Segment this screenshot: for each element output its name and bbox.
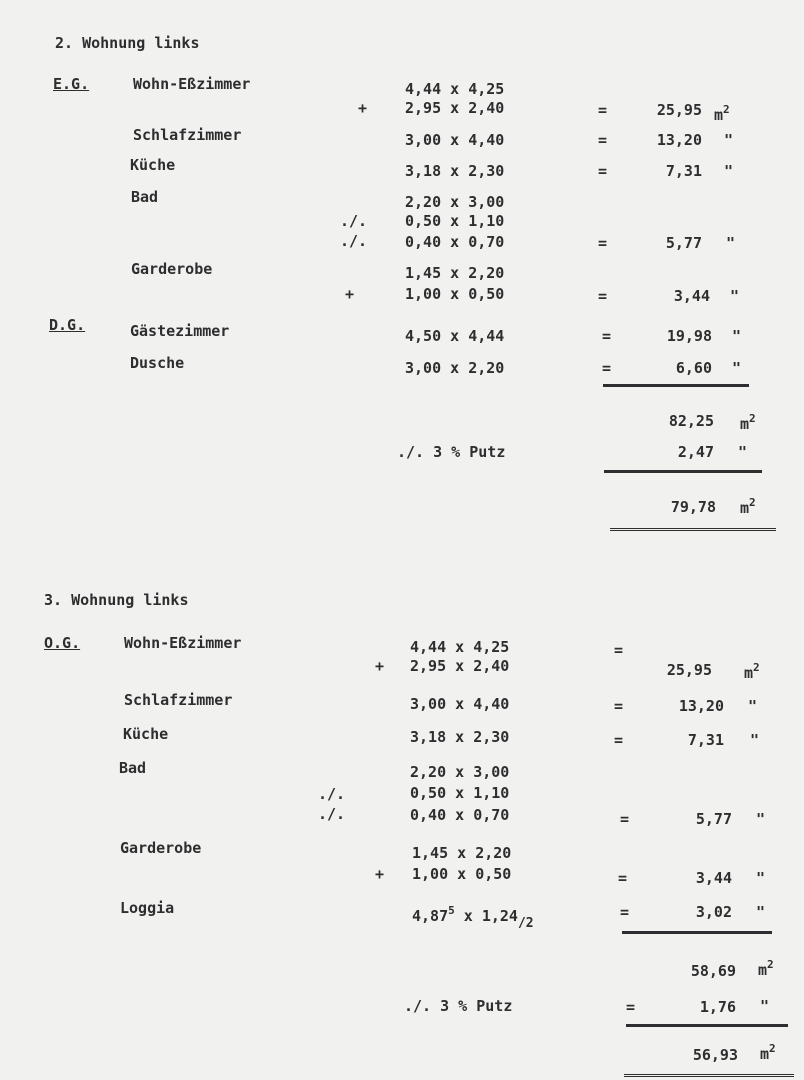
equals-sign: = bbox=[598, 101, 608, 119]
measurement: 4,50 x 4,44 bbox=[405, 327, 505, 345]
plaster-deduction: 1,76 bbox=[699, 998, 736, 1016]
ditto-mark: " bbox=[756, 810, 766, 828]
ditto-mark: " bbox=[750, 731, 760, 749]
measurement: 0,40 x 0,70 bbox=[405, 233, 505, 251]
measurement: 3,18 x 2,30 bbox=[405, 162, 505, 180]
operator: ./. bbox=[318, 785, 346, 803]
operator: ./. bbox=[318, 805, 346, 823]
measurement: 4,44 x 4,25 bbox=[410, 638, 510, 656]
plaster-deduction: 2,47 bbox=[677, 443, 714, 461]
measurement: 3,00 x 2,20 bbox=[405, 359, 505, 377]
equals-sign: = bbox=[618, 869, 628, 887]
measurement: 3,18 x 2,30 bbox=[410, 728, 510, 746]
measurement: 1,45 x 2,20 bbox=[405, 264, 505, 282]
measurement: 4,87$^5$ x $1,24_{/2}$ bbox=[412, 904, 534, 931]
measurement: 3,00 x 4,40 bbox=[405, 131, 505, 149]
measurement: 1,00 x 0,50 bbox=[412, 865, 512, 883]
room-label: Schlafzimmer bbox=[124, 691, 233, 709]
area-result: 3,44 bbox=[673, 287, 710, 305]
equals-sign: = bbox=[598, 287, 608, 305]
subtotal: 58,69 bbox=[690, 962, 736, 980]
equals-sign: = bbox=[598, 131, 608, 149]
ditto-mark: " bbox=[732, 327, 742, 345]
room-label: Loggia bbox=[120, 899, 175, 917]
subtotal: 82,25 bbox=[668, 412, 714, 430]
ditto-mark: " bbox=[724, 131, 734, 149]
equals-sign: = bbox=[602, 359, 612, 377]
area-result: 19,98 bbox=[666, 327, 712, 345]
ditto-mark: " bbox=[724, 162, 734, 180]
sum-rule bbox=[603, 384, 749, 387]
equals-sign: = bbox=[614, 731, 624, 749]
room-label: Wohn-Eßzimmer bbox=[133, 75, 251, 93]
area-result: 5,77 bbox=[665, 234, 702, 252]
area-result: 25,95 bbox=[656, 101, 702, 119]
ditto-mark: " bbox=[748, 697, 758, 715]
measurement: 1,45 x 2,20 bbox=[412, 844, 512, 862]
measurement: 3,00 x 4,40 bbox=[410, 695, 510, 713]
plaster-deduction-label: ./. 3 % Putz bbox=[404, 997, 513, 1015]
operator: + bbox=[375, 865, 385, 883]
equals-sign: = bbox=[598, 162, 608, 180]
measurement: 4,44 x 4,25 bbox=[405, 80, 505, 98]
floor-label: D.G. bbox=[49, 316, 86, 334]
plaster-deduction-label: ./. 3 % Putz bbox=[397, 443, 506, 461]
equals-sign: = bbox=[614, 641, 624, 659]
area-result: 3,44 bbox=[695, 869, 732, 887]
room-label: Küche bbox=[123, 725, 169, 743]
ditto-mark: " bbox=[756, 903, 766, 921]
measurement: 0,50 x 1,10 bbox=[410, 784, 510, 802]
floor-label: E.G. bbox=[53, 75, 90, 93]
floor-label: O.G. bbox=[44, 634, 81, 652]
unit: $m^2$ bbox=[744, 661, 760, 682]
ditto-mark: " bbox=[756, 869, 766, 887]
area-result: 25,95 bbox=[666, 661, 712, 679]
ditto-mark: " bbox=[732, 359, 742, 377]
measurement: 2,95 x 2,40 bbox=[405, 99, 505, 117]
operator: + bbox=[375, 657, 385, 675]
measurement: 2,95 x 2,40 bbox=[410, 657, 510, 675]
area-result: 13,20 bbox=[678, 697, 724, 715]
total-double-rule bbox=[610, 528, 776, 531]
total-area: 56,93 bbox=[692, 1046, 738, 1064]
equals-sign: = bbox=[598, 234, 608, 252]
equals-sign: = bbox=[620, 810, 630, 828]
total-double-rule bbox=[624, 1074, 794, 1077]
room-label: Bad bbox=[119, 759, 147, 777]
measurement: 2,20 x 3,00 bbox=[405, 193, 505, 211]
ditto-mark: " bbox=[730, 287, 740, 305]
room-label: Schlafzimmer bbox=[133, 126, 242, 144]
operator: ./. bbox=[340, 212, 368, 230]
room-label: Dusche bbox=[130, 354, 185, 372]
sum-rule bbox=[626, 1024, 788, 1027]
ditto-mark: " bbox=[738, 443, 748, 461]
unit: $m^2$ bbox=[758, 958, 774, 979]
room-label: Gästezimmer bbox=[130, 322, 230, 340]
room-label: Bad bbox=[131, 188, 159, 206]
sum-rule bbox=[622, 931, 772, 934]
operator: ./. bbox=[340, 232, 368, 250]
measurement: 2,20 x 3,00 bbox=[410, 763, 510, 781]
equals-sign: = bbox=[614, 697, 624, 715]
operator: + bbox=[358, 99, 368, 117]
room-label: Garderobe bbox=[131, 260, 213, 278]
unit: $m^2$ bbox=[760, 1042, 776, 1063]
measurement: 1,00 x 0,50 bbox=[405, 285, 505, 303]
ditto-mark: " bbox=[726, 234, 736, 252]
sum-rule bbox=[604, 470, 762, 473]
equals-sign: = bbox=[602, 327, 612, 345]
operator: + bbox=[345, 285, 355, 303]
area-result: 5,77 bbox=[695, 810, 732, 828]
room-label: Garderobe bbox=[120, 839, 202, 857]
measurement: 0,40 x 0,70 bbox=[410, 806, 510, 824]
total-area: 79,78 bbox=[670, 498, 716, 516]
unit: $m^2$ bbox=[740, 496, 756, 517]
room-label: Küche bbox=[130, 156, 176, 174]
section-title: 2. Wohnung links bbox=[55, 34, 200, 52]
unit: $m^2$ bbox=[740, 412, 756, 433]
area-result: 13,20 bbox=[656, 131, 702, 149]
ditto-mark: " bbox=[760, 997, 770, 1015]
equals-sign: = bbox=[620, 903, 630, 921]
area-result: 6,60 bbox=[675, 359, 712, 377]
room-label: Wohn-Eßzimmer bbox=[124, 634, 242, 652]
area-result: 7,31 bbox=[665, 162, 702, 180]
equals-sign: = bbox=[626, 998, 636, 1016]
area-result: 3,02 bbox=[695, 903, 732, 921]
area-result: 7,31 bbox=[687, 731, 724, 749]
measurement: 0,50 x 1,10 bbox=[405, 212, 505, 230]
unit: $m^2$ bbox=[714, 103, 730, 124]
section-title: 3. Wohnung links bbox=[44, 591, 189, 609]
